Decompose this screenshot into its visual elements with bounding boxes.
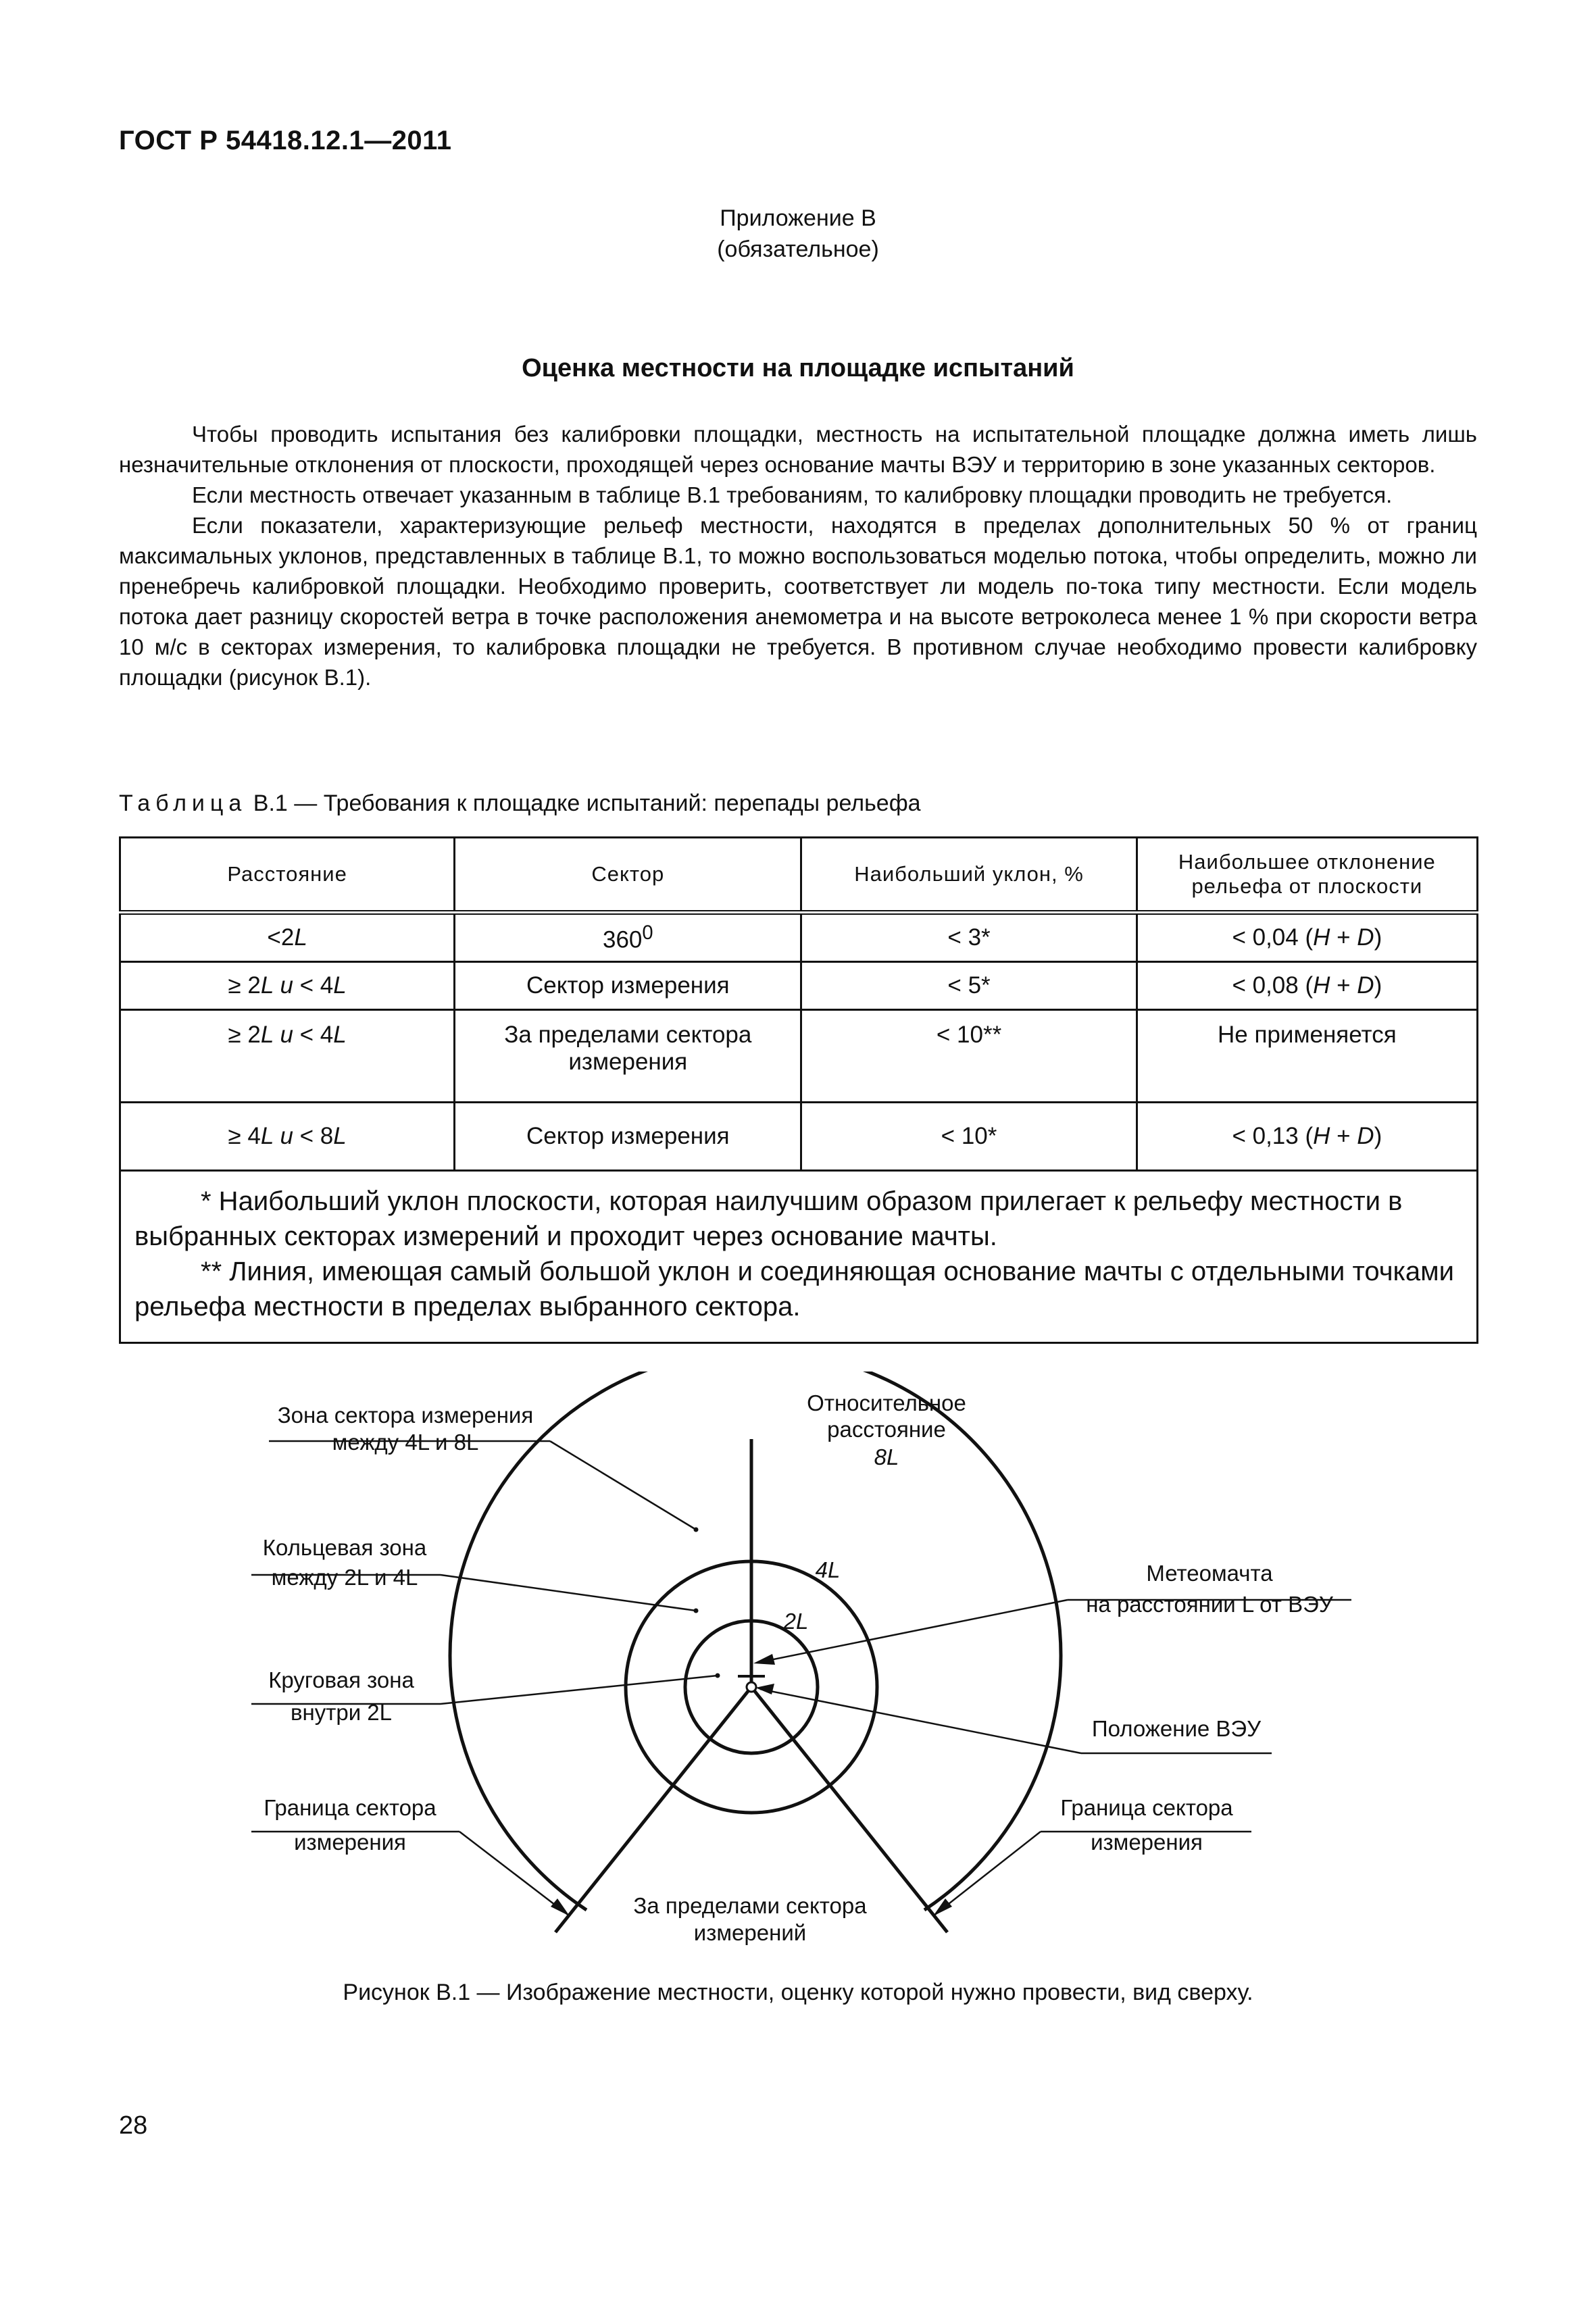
requirements-table <box>119 836 1478 1344</box>
leader-line <box>441 1676 718 1704</box>
leader-line <box>550 1441 696 1530</box>
leader-line <box>441 1575 696 1611</box>
arrow-head <box>755 1684 774 1694</box>
table-row <box>120 962 1478 1010</box>
deviation-cell: < 0,04 (H + D) <box>1137 913 1477 962</box>
deviation-cell: Не применяется <box>1137 1010 1477 1103</box>
label-relative-distance: 8L <box>874 1444 899 1469</box>
label-border-right: измерения <box>1091 1830 1203 1855</box>
label-border-right: Граница сектора <box>1060 1795 1233 1820</box>
column-header: Сектор <box>455 838 801 913</box>
table-caption-label: Таблица <box>119 790 247 816</box>
distance-cell: ≥ 2L u < 4L <box>120 1010 455 1103</box>
label-circle-zone: внутри 2L <box>290 1700 393 1725</box>
arrow-head <box>551 1898 570 1916</box>
label-border-left: измерения <box>294 1830 406 1855</box>
column-header: Наибольшее отклонение рельефа от плоскости <box>1137 838 1477 913</box>
distance-cell: <2L <box>120 913 455 962</box>
arrow-head <box>753 1654 775 1665</box>
sector-cell: За пределами сектора измерения <box>455 1010 801 1103</box>
table-row <box>120 913 1478 962</box>
label-zone-sector: Зона сектора измерения <box>277 1403 534 1428</box>
table-header-row <box>120 838 1478 913</box>
section-title: Оценка местности на площадке испытаний <box>522 354 1074 382</box>
sector-cell: $360^0$ <box>455 913 801 962</box>
label-turbine-position: Положение ВЭУ <box>1091 1716 1262 1741</box>
paragraph: Если показатели, характеризующие рельеф местности, находятся в пределах дополнительных 50 % от границ максимальных уклонов, представленных в таблице В.1, то можно воспользоваться моделью потока, чтобы определить, можно ли пренебречь калибровкой площадки. Необходимо проверить, соответствует ли модель по-тока типу местности. Если модель потока дает разницу скоростей ветра в точке расположения анемометра и на высоте ветроколеса менее 1 % при скорости ветра 10 м/с в секторах измерения, то калибровка площадки не требуется. В противном случае необходимо провести калибровку площадки (рисунок В.1). <box>119 513 1477 690</box>
appendix-status: (обязательное) <box>717 236 879 262</box>
outer-circle-8L <box>450 1372 1061 1910</box>
label-mast: на расстоянии L от ВЭУ <box>1086 1592 1333 1617</box>
table-notes-row <box>120 1171 1478 1343</box>
label-zone-sector: между 4L и 8L <box>332 1430 479 1455</box>
label-relative-distance: расстояние <box>827 1417 946 1442</box>
appendix-heading <box>0 203 1596 265</box>
slope-cell: < 10* <box>801 1103 1137 1171</box>
table-note: * Наибольший уклон плоскости, которая наилучшим образом прилегает к рельефу местности в выбранных секторах измерений и проходит через основание мачты. <box>134 1186 1403 1251</box>
deviation-cell: < 0,13 (H + D) <box>1137 1103 1477 1171</box>
label-mast: Метеомачта <box>1146 1561 1273 1586</box>
appendix-title: Приложение В <box>720 205 876 231</box>
figure-caption: Рисунок В.1 — Изображение местности, оценку которой нужно провести, вид сверху. <box>343 1980 1253 2005</box>
paragraph: Если местность отвечает указанным в таблице В.1 требованиям, то калибровку площадки проводить не требуется. <box>192 482 1393 507</box>
slope-cell: < 10** <box>801 1010 1137 1103</box>
label-border-left: Граница сектора <box>264 1795 437 1820</box>
table-caption-text: В.1 — Требования к площадке испытаний: перепады рельефа <box>253 790 921 816</box>
label-radius-2L: 2L <box>783 1609 809 1634</box>
deviation-cell: < 0,08 (H + D) <box>1137 962 1477 1010</box>
slope-cell: < 3* <box>801 913 1137 962</box>
label-ring-zone: Кольцевая зона <box>262 1535 427 1560</box>
table-row <box>120 1103 1478 1171</box>
table-notes <box>120 1171 1478 1343</box>
label-radius-4L: 4L <box>815 1557 841 1582</box>
page-number: 28 <box>119 2111 148 2140</box>
document-header: ГОСТ Р 54418.12.1—2011 <box>119 126 452 155</box>
paragraph: Чтобы проводить испытания без калибровки площадки, местность на испытательной площадке должна иметь лишь незначительные отклонения от плоскости, проходящей через основание мачты ВЭУ и территорию в зоне указанных секторов. <box>119 422 1477 477</box>
table-row <box>120 1010 1478 1103</box>
label-circle-zone: Круговая зона <box>268 1667 414 1692</box>
column-header: Наибольший уклон, % <box>801 838 1137 913</box>
label-ring-zone: между 2L и 4L <box>271 1565 418 1590</box>
slope-cell: < 5* <box>801 962 1137 1010</box>
sector-cell: Сектор измерения <box>455 962 801 1010</box>
distance-cell: ≥ 2L u < 4L <box>120 962 455 1010</box>
body-text <box>119 419 1477 693</box>
turbine-position-marker <box>747 1682 756 1692</box>
label-outside-sector: За пределами сектора <box>633 1893 867 1918</box>
column-header: Расстояние <box>120 838 455 913</box>
table-note: ** Линия, имеющая самый большой уклон и соединяющая основание мачты с отдельными точками рельефа местности в пределах выбранного сектора. <box>134 1257 1455 1322</box>
label-relative-distance: Относительное <box>807 1390 966 1415</box>
sector-cell: Сектор измерения <box>455 1103 801 1171</box>
label-outside-sector: измерений <box>693 1920 807 1945</box>
terrain-diagram <box>0 1372 1596 1966</box>
distance-cell: ≥ 4L u < 8L <box>120 1103 455 1171</box>
table-caption <box>119 790 921 817</box>
